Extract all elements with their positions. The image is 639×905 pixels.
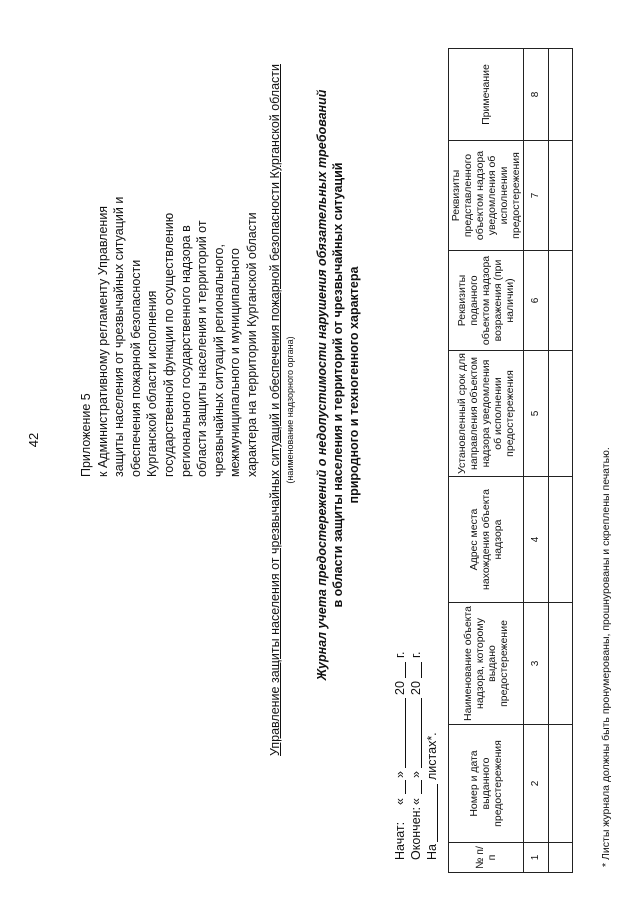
table-header-row xyxy=(449,49,524,873)
organization-name: Управление защиты населения от чрезвычайных ситуаций и обеспечения пожарной безопасности Курганской области xyxy=(268,64,282,756)
annex-line: области защиты населения и территорий от xyxy=(195,220,210,477)
header-objection-details: Реквизиты поданного объектом надзора возражения (при наличии) xyxy=(449,251,524,351)
title-line-1: Журнал учета предостережений о недопустимости нарушения обязательных требований xyxy=(315,89,329,681)
ended-label: Окончен: xyxy=(409,806,423,860)
annex-line: к Административному регламенту Управления xyxy=(95,205,110,477)
column-number: 7 xyxy=(524,141,549,251)
annex-line: государственной функции по осуществлению xyxy=(161,212,176,477)
header-notification-details: Реквизиты представленного объектом надзора уведомления об исполнении предостережения xyxy=(449,141,524,251)
journal-table xyxy=(448,48,573,873)
quote-close: » xyxy=(393,771,407,778)
annex-block xyxy=(78,37,261,477)
footnote: * Листы журнала должны быть пронумерованы, прошнурованы и скреплены печатью. xyxy=(600,447,612,867)
quote-open: « xyxy=(409,798,423,805)
column-number: 4 xyxy=(524,477,549,603)
column-number: 8 xyxy=(524,49,549,141)
annex-line: защиты населения от чрезвычайных ситуаций и xyxy=(112,196,127,477)
year-prefix: 20 xyxy=(409,681,423,695)
sheets-label: листах*. xyxy=(425,732,439,780)
annex-line: межмуниципального и муниципального xyxy=(228,248,243,477)
table-cell xyxy=(548,351,573,477)
column-number: 6 xyxy=(524,251,549,351)
title-line-2: в области защиты населения и территорий от чрезвычайных ситуаций xyxy=(331,162,345,608)
header-object-address: Адрес места нахождения объекта надзора xyxy=(449,477,524,603)
table-column-number-row xyxy=(524,49,549,873)
sheets-row xyxy=(424,600,440,860)
table-row xyxy=(548,49,573,873)
table-cell xyxy=(548,725,573,843)
header-warning-number-date: Номер и дата выданного предостережения xyxy=(449,725,524,843)
table-cell xyxy=(548,477,573,603)
table-cell xyxy=(548,49,573,141)
journal-title xyxy=(314,85,362,685)
table-cell xyxy=(548,141,573,251)
column-number: 3 xyxy=(524,603,549,725)
table-cell xyxy=(548,603,573,725)
page-number: 42 xyxy=(26,432,41,448)
title-line-3: природного и техногенного характера xyxy=(347,266,361,504)
annex-line: чрезвычайных ситуаций регионального, xyxy=(211,244,226,477)
quote-open: « xyxy=(393,798,407,805)
column-number: 5 xyxy=(524,351,549,477)
annex-line: регионального государственного надзора в xyxy=(178,225,193,477)
started-row xyxy=(392,600,408,860)
annex-line: Приложение 5 xyxy=(79,393,93,477)
table-cell xyxy=(548,251,573,351)
annex-line: Курганской области исполнения xyxy=(145,290,160,477)
organization-caption: (наименование надзорного органа) xyxy=(285,336,295,484)
on-label: На xyxy=(425,844,439,860)
year-suffix: г. xyxy=(409,651,423,658)
journal-dates xyxy=(392,600,440,860)
year-prefix: 20 xyxy=(393,681,407,695)
column-number: 2 xyxy=(524,725,549,843)
started-label: Начат: xyxy=(393,821,407,860)
table-cell xyxy=(548,843,573,873)
column-number: 1 xyxy=(524,843,549,873)
header-object-name: Наименование объекта надзора, которому выдано предостережение xyxy=(449,603,524,725)
header-note: Примечание xyxy=(449,49,524,141)
header-deadline: Установленный срок для направления объектом надзора уведомления об исполнении предостережения xyxy=(449,351,524,477)
annex-line: обеспечения пожарной безопасности xyxy=(128,259,143,477)
quote-close: » xyxy=(409,771,423,778)
header-number: № п/п xyxy=(449,843,524,873)
annex-line: характера на территории Курганской области xyxy=(244,212,259,477)
year-suffix: г. xyxy=(393,651,407,658)
ended-row xyxy=(408,600,424,860)
